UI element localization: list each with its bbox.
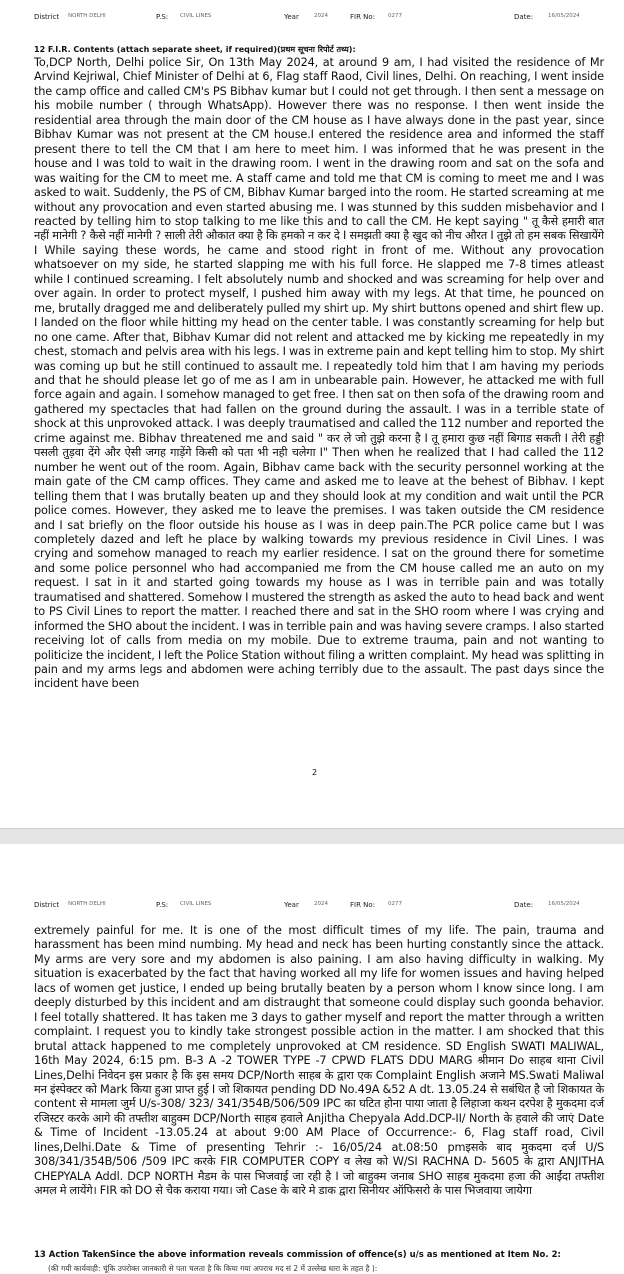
page-number: 2 (312, 768, 318, 777)
district-value: NORTH DELHI (68, 901, 106, 907)
date-value: 16/05/2024 (548, 901, 580, 907)
ps-label: P.S: (156, 901, 169, 909)
year-value: 2024 (314, 901, 328, 907)
date-label: Date: (514, 13, 534, 21)
fir-contents-page-1: To,DCP North, Delhi police Sir, On 13th May 2024, at around 9 am, I had visited the residence of Mr Arvind Kejriwal, Chief Minister of Delhi at 6, Flag staff Raod, Civil lines, Delhi. On reaching, I went inside the camp office and called CM's PS Bibhav kumar but I could not get through. I then sent a message on his mobile number ( through WhatsApp). However there was no response. I then went inside the residential area through the main door of the CM house as I have always done in the past year, since Bibhav Kumar was not present at the CM house.I entered the residence area and informed the staff present there to tell the CM that I am here to meet him. I was informed that he was present in the house and I was told to wait in the drawing room. I went in the drawing room and sat on the sofa and was waiting for the CM to meet me. A staff came and told me that CM is coming to meet me and I was asked to wait. Suddenly, the PS of CM, Bibhav Kumar barged into the room. He started screaming at me without any provocation and even started abusing me. I was stunned by this sudden misbehavior and I reacted by telling him to stop talking to me like this and to call the CM. He kept saying " तू कैसे हमारी बात नहीं मानेगी ? कैसे नहीं मानेगी ? साली तेरी औकात क्या है कि हमको न कर दे I समझती क्या है खुद को नीच औरत I तुझे तो हम सबक सिखायेंगे I While saying these words, he came and stood right in front of me. Without any provocation whatsoever on my side, he started slapping me with his full force. He slapped me 7-8 times atleast while I continued screaming. I felt absolutely numb and shocked and was screaming for help over and over again. In order to protect myself, I pushed him away with my legs. At that time, he pounced on me, brutally dragged me and deliberately pulled my shirt up. My shirt buttons opened and shirt flew up. I landed on the floor while hitting my head on the center table. I was constantly screaming for help but no one came. After that, Bibhav Kumar did not relent and attacked me by kicking me repeatedly in my chest, stomach and pelvis area with his legs. I was in extreme pain and kept telling him to stop. My shirt was coming up but he still continued to assault me. I repeatedly told him that I am having my periods and that he should please let go of me as I am in unbearable pain. However, he attacked me with full force again and again. I somehow managed to get free. I then sat on then sofa of the drawing room and gathered my spectacles that had fallen on the ground during the assault. I was in a terrible state of shock at this unprovoked attack. I was deeply traumatised and called the 112 number and reported the crime against me. Bibhav threatened me and said " कर ले जो तुझे करना है I तू हमारा कुछ नहीं बिगाड सकती I तेरी हड्डी पसली तुड़वा देंगे और ऐसी जगह गाड़ेंगे किसी को पता भी नही चलेगा I" Then when he realized that I had called the 112 number he went out of the room. Again, Bibhav came back with the security personnel working at the main gate of the CM camp offices. They came and asked me to leave at the behest of Bibhav. I kept telling them that I was brutally beaten up and they should look at my condition and wait until the PCR police comes. However, they asked me to leave the premises. I was taken outside the CM residence and I sat briefly on the floor outside his house as I was in deep pain.The PCR police came but I was completely dazed and left he place by walking towards my previous residence in Civil Lines. I was crying and somehow managed to reach my earlier residence. I sat on the ground there for sometime and some police personnel who had accompanied me from the CM house called me an auto on my request. I sat in it and started going towards my house as I was in terrible pain and was totally traumatised and shattered. Somehow I mustered the strength as asked the auto to head back and went to PS Civil Lines to report the matter. I reached there and sat in the SHO room where I was crying and informed the SHO about the incident. I was in terrible pain and was having severe cramps. I also started receiving lot of calls from media on my mobile. Due to extreme trauma, pain and not wanting to politicize the incident, I left the Police Station without filing a written complaint. My head was splitting in pain and my arms legs and abdomen were aching terribly due to the assault. The past days since the incident have been (34, 56, 604, 691)
district-value: NORTH DELHI (68, 13, 106, 19)
district-label: District (34, 901, 60, 909)
fir-no-label: FIR No: (350, 901, 376, 909)
ps-value: CIVIL LINES (180, 901, 212, 907)
section-13-subtext: (की गयी कार्यवाही: चूंकि उपरोक्त जानकारी से पता चलता है कि किया गया अपराध मद सं 2 में उल्लेख धारा के तहत है ): (48, 1264, 378, 1273)
date-value: 16/05/2024 (548, 13, 580, 19)
fir-no-label: FIR No: (350, 13, 376, 21)
fir-no-value: 0277 (388, 901, 402, 907)
date-label: Date: (514, 901, 534, 909)
year-label: Year (284, 13, 299, 21)
ps-value: CIVIL LINES (180, 13, 212, 19)
fir-no-value: 0277 (388, 13, 402, 19)
year-label: Year (284, 901, 299, 909)
section-12-heading: 12 F.I.R. Contents (attach separate sheet, if required)(प्रथम सूचना रिपोर्ट तथ्य): (34, 45, 356, 54)
year-value: 2024 (314, 13, 328, 19)
fir-contents-page-2: extremely painful for me. It is one of the most difficult times of my life. The pain, trauma and harassment has been mind numbing. My head and neck has been hurting constantly since the attack. My arms are very sore and my abdomen is also paining. I am also having difficulty in walking. My situation is exacerbated by the fact that having worked all my life for women issues and having helped lacs of women get justice, I ended up being brutally beaten by a person whom I know since long. I am deeply disturbed by this incident and am distraught that someone could display such goonda behavior. I feel totally shattered. It has taken me 3 days to gather myself and report the matter through a written complaint. I request you to kindly take strongest possible action in the matter. I am shocked that this brutal attack happened to me completely unprovoked at CM residence. SD English SWATI MALIWAL, 16th May 2024, 6:15 pm. B-3 A -2 TOWER TYPE -7 CPWD FLATS DDU MARG श्रीमान Do साहब थाना Civil Lines,Delhi निवेदन इस प्रकार है कि इस समय DCP/North साहब के द्वारा एक Complaint English अजाने MS.Swati Maliwal मन इंस्पेक्टर को Mark किया हुआ प्राप्त हुई I जो शिकायत pending DD No.49A &52 A dt. 13.05.24 से सबंधित है जो शिकायत के content से मामला जुर्म U/s-308/ 323/ 341/354B/506/509 IPC का घटित होना पाया जाता है लिहाजा कथन दरपेश है मुकदमा दर्ज रजिस्टर करके आगे की तफ्तीश बाहुक्म DCP/North साहब हवाले Anjitha Chepyala Add.DCP-II/ North के हवाले की जाएं Date & Time of Incident -13.05.24 at about 9:00 AM Place of Occurrence:- 6, Flag staff road, Civil lines,Delhi.Date & Time of presenting Tehrir :- 16/05/24 at.08:50 pmइसके बाद मुकदमा दर्ज U/S 308/341/354B/506 /509 IPC करके FIR COMPUTER COPY व लेख को W/SI RACHNA D- 5605 के द्वारा ANJITHA CHEPYALA Addl. DCP NORTH मैडम के पास भिजवाई जा रही है I जो बाहुक्म जनाब SHO साहब मुकदमा हजा की आईंदा तफ्तीश अमल मे लायेंगे। FIR को DO से चैक कराया गया। जो Case के बारे मे डाक द्वारा सिनीयर ऑफिसरो के पास भिजवाया जायेगा (34, 924, 604, 1198)
fir-page-2 (0, 844, 624, 1274)
page-header-2 (0, 894, 624, 922)
district-label: District (34, 13, 60, 21)
ps-label: P.S: (156, 13, 169, 21)
section-13-heading: 13 Action TakenSince the above information reveals commission of offence(s) u/s as mentioned at Item No. 2: (34, 1250, 561, 1260)
page-header (0, 0, 624, 28)
